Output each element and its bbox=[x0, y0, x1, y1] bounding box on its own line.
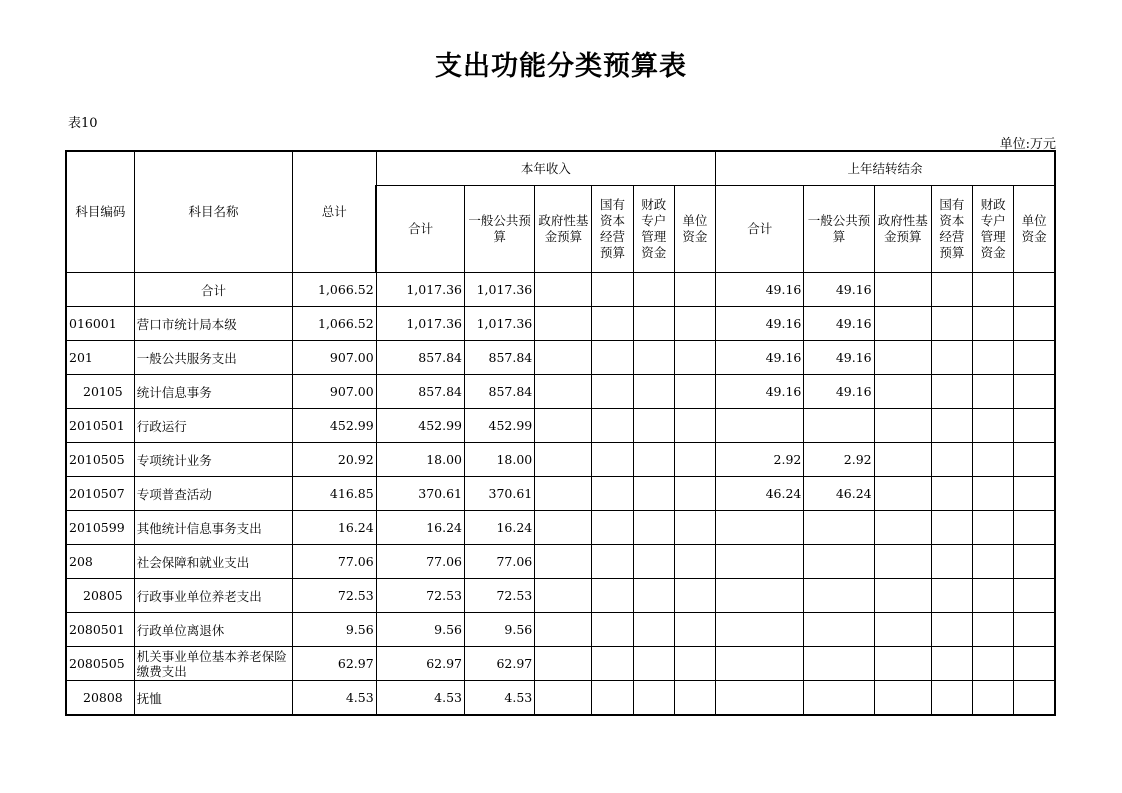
cell-total: 9.56 bbox=[293, 613, 376, 647]
cell-cy-general: 857.84 bbox=[465, 375, 535, 409]
cell-cy-general: 72.53 bbox=[465, 579, 535, 613]
cell-cy-general: 857.84 bbox=[465, 341, 535, 375]
header-cy-fund: 政府性基金预算 bbox=[535, 186, 592, 273]
cell-cy-state-capital bbox=[592, 443, 633, 477]
cell-co-special-account bbox=[973, 579, 1014, 613]
cell-co-state-capital bbox=[931, 545, 972, 579]
cell-co-fund bbox=[874, 409, 931, 443]
cell-cy-total: 9.56 bbox=[376, 613, 464, 647]
cell-name: 合计 bbox=[134, 273, 293, 307]
cell-co-general: 2.92 bbox=[804, 443, 874, 477]
cell-cy-general: 1,017.36 bbox=[465, 273, 535, 307]
cell-cy-general: 452.99 bbox=[465, 409, 535, 443]
cell-co-fund bbox=[874, 613, 931, 647]
cell-co-state-capital bbox=[931, 375, 972, 409]
cell-code: 20805 bbox=[66, 579, 134, 613]
header-cy-total: 合计 bbox=[376, 186, 464, 273]
cell-co-total bbox=[716, 545, 804, 579]
header-carryover: 上年结转结余 bbox=[716, 151, 1055, 186]
cell-cy-state-capital bbox=[592, 579, 633, 613]
cell-cy-fund bbox=[535, 511, 592, 545]
cell-cy-total: 16.24 bbox=[376, 511, 464, 545]
cell-co-fund bbox=[874, 273, 931, 307]
cell-code: 2010501 bbox=[66, 409, 134, 443]
table-row bbox=[66, 477, 1055, 511]
cell-cy-total: 18.00 bbox=[376, 443, 464, 477]
cell-code: 2010505 bbox=[66, 443, 134, 477]
cell-cy-fund bbox=[535, 477, 592, 511]
cell-co-fund bbox=[874, 375, 931, 409]
header-co-fund: 政府性基金预算 bbox=[874, 186, 931, 273]
header-cy-state-capital: 国有资本经营预算 bbox=[592, 186, 633, 273]
table-row bbox=[66, 341, 1055, 375]
cell-co-special-account bbox=[973, 511, 1014, 545]
cell-cy-fund bbox=[535, 613, 592, 647]
table-body bbox=[66, 273, 1055, 716]
table-row bbox=[66, 545, 1055, 579]
cell-co-unit-funds bbox=[1014, 341, 1055, 375]
cell-co-general bbox=[804, 545, 874, 579]
cell-co-general: 49.16 bbox=[804, 307, 874, 341]
cell-co-fund bbox=[874, 545, 931, 579]
cell-name: 其他统计信息事务支出 bbox=[134, 511, 293, 545]
table-row bbox=[66, 307, 1055, 341]
cell-co-total: 49.16 bbox=[716, 273, 804, 307]
cell-cy-unit-funds bbox=[674, 613, 715, 647]
cell-cy-special-account bbox=[633, 579, 674, 613]
table-row bbox=[66, 681, 1055, 716]
cell-cy-state-capital bbox=[592, 375, 633, 409]
cell-cy-total: 62.97 bbox=[376, 647, 464, 681]
cell-cy-unit-funds bbox=[674, 647, 715, 681]
cell-cy-unit-funds bbox=[674, 341, 715, 375]
cell-cy-fund bbox=[535, 443, 592, 477]
cell-cy-total: 1,017.36 bbox=[376, 273, 464, 307]
cell-co-general bbox=[804, 511, 874, 545]
cell-cy-state-capital bbox=[592, 511, 633, 545]
cell-total: 62.97 bbox=[293, 647, 376, 681]
unit-label: 单位:万元 bbox=[999, 137, 1056, 152]
cell-co-state-capital bbox=[931, 647, 972, 681]
cell-cy-general: 16.24 bbox=[465, 511, 535, 545]
cell-cy-state-capital bbox=[592, 681, 633, 716]
cell-co-total bbox=[716, 579, 804, 613]
cell-co-fund bbox=[874, 307, 931, 341]
cell-name: 机关事业单位基本养老保险缴费支出 bbox=[134, 647, 293, 681]
cell-co-unit-funds bbox=[1014, 443, 1055, 477]
table-row bbox=[66, 273, 1055, 307]
cell-co-total bbox=[716, 681, 804, 716]
cell-co-unit-funds bbox=[1014, 477, 1055, 511]
cell-code: 016001 bbox=[66, 307, 134, 341]
cell-cy-fund bbox=[535, 579, 592, 613]
cell-co-state-capital bbox=[931, 409, 972, 443]
cell-co-special-account bbox=[973, 273, 1014, 307]
cell-co-total: 49.16 bbox=[716, 307, 804, 341]
cell-cy-special-account bbox=[633, 341, 674, 375]
cell-cy-fund bbox=[535, 375, 592, 409]
cell-cy-general: 4.53 bbox=[465, 681, 535, 716]
cell-co-state-capital bbox=[931, 341, 972, 375]
cell-cy-fund bbox=[535, 307, 592, 341]
cell-co-state-capital bbox=[931, 613, 972, 647]
cell-cy-special-account bbox=[633, 409, 674, 443]
cell-cy-state-capital bbox=[592, 341, 633, 375]
cell-cy-fund bbox=[535, 545, 592, 579]
cell-cy-special-account bbox=[633, 443, 674, 477]
cell-co-state-capital bbox=[931, 307, 972, 341]
cell-code: 208 bbox=[66, 545, 134, 579]
cell-co-state-capital bbox=[931, 443, 972, 477]
cell-co-general bbox=[804, 681, 874, 716]
cell-cy-unit-funds bbox=[674, 375, 715, 409]
cell-cy-total: 370.61 bbox=[376, 477, 464, 511]
header-co-total: 合计 bbox=[716, 186, 804, 273]
header-co-unit-funds: 单位资金 bbox=[1014, 186, 1055, 273]
cell-cy-unit-funds bbox=[674, 443, 715, 477]
cell-total: 77.06 bbox=[293, 545, 376, 579]
cell-cy-fund bbox=[535, 273, 592, 307]
cell-code: 20808 bbox=[66, 681, 134, 716]
cell-cy-fund bbox=[535, 647, 592, 681]
cell-cy-unit-funds bbox=[674, 545, 715, 579]
cell-cy-total: 857.84 bbox=[376, 341, 464, 375]
cell-co-state-capital bbox=[931, 579, 972, 613]
cell-co-total bbox=[716, 647, 804, 681]
header-co-general: 一般公共预算 bbox=[804, 186, 874, 273]
cell-code: 2080501 bbox=[66, 613, 134, 647]
cell-co-unit-funds bbox=[1014, 545, 1055, 579]
cell-co-total: 2.92 bbox=[716, 443, 804, 477]
cell-cy-total: 857.84 bbox=[376, 375, 464, 409]
cell-co-state-capital bbox=[931, 273, 972, 307]
cell-cy-state-capital bbox=[592, 545, 633, 579]
cell-co-general bbox=[804, 647, 874, 681]
cell-cy-special-account bbox=[633, 375, 674, 409]
cell-cy-total: 4.53 bbox=[376, 681, 464, 716]
cell-co-special-account bbox=[973, 477, 1014, 511]
cell-co-fund bbox=[874, 341, 931, 375]
cell-cy-special-account bbox=[633, 273, 674, 307]
cell-co-special-account bbox=[973, 443, 1014, 477]
cell-cy-special-account bbox=[633, 477, 674, 511]
cell-code: 2010507 bbox=[66, 477, 134, 511]
cell-co-unit-funds bbox=[1014, 681, 1055, 716]
cell-cy-unit-funds bbox=[674, 511, 715, 545]
cell-co-total: 49.16 bbox=[716, 375, 804, 409]
cell-code: 201 bbox=[66, 341, 134, 375]
cell-total: 452.99 bbox=[293, 409, 376, 443]
cell-cy-general: 77.06 bbox=[465, 545, 535, 579]
cell-co-general: 49.16 bbox=[804, 375, 874, 409]
cell-co-unit-funds bbox=[1014, 647, 1055, 681]
cell-cy-special-account bbox=[633, 307, 674, 341]
cell-co-special-account bbox=[973, 341, 1014, 375]
table-row bbox=[66, 511, 1055, 545]
cell-co-unit-funds bbox=[1014, 579, 1055, 613]
cell-cy-fund bbox=[535, 681, 592, 716]
table-row bbox=[66, 375, 1055, 409]
cell-co-special-account bbox=[973, 409, 1014, 443]
header-cy-unit-funds: 单位资金 bbox=[674, 186, 715, 273]
cell-total: 20.92 bbox=[293, 443, 376, 477]
cell-cy-unit-funds bbox=[674, 477, 715, 511]
cell-cy-state-capital bbox=[592, 273, 633, 307]
cell-cy-state-capital bbox=[592, 613, 633, 647]
cell-co-state-capital bbox=[931, 477, 972, 511]
cell-co-unit-funds bbox=[1014, 409, 1055, 443]
table-row bbox=[66, 613, 1055, 647]
cell-cy-general: 62.97 bbox=[465, 647, 535, 681]
cell-cy-state-capital bbox=[592, 409, 633, 443]
cell-code: 20105 bbox=[66, 375, 134, 409]
cell-code bbox=[66, 273, 134, 307]
cell-co-unit-funds bbox=[1014, 511, 1055, 545]
budget-table bbox=[65, 150, 1056, 716]
cell-cy-general: 18.00 bbox=[465, 443, 535, 477]
cell-co-unit-funds bbox=[1014, 613, 1055, 647]
cell-cy-special-account bbox=[633, 545, 674, 579]
cell-cy-fund bbox=[535, 409, 592, 443]
cell-cy-general: 1,017.36 bbox=[465, 307, 535, 341]
header-cy-general: 一般公共预算 bbox=[465, 186, 535, 273]
cell-name: 专项普查活动 bbox=[134, 477, 293, 511]
cell-co-unit-funds bbox=[1014, 273, 1055, 307]
cell-co-total bbox=[716, 511, 804, 545]
cell-code: 2080505 bbox=[66, 647, 134, 681]
cell-total: 1,066.52 bbox=[293, 273, 376, 307]
cell-cy-special-account bbox=[633, 681, 674, 716]
cell-name: 抚恤 bbox=[134, 681, 293, 716]
cell-total: 907.00 bbox=[293, 341, 376, 375]
header-co-special-account: 财政专户管理资金 bbox=[973, 186, 1014, 273]
cell-total: 1,066.52 bbox=[293, 307, 376, 341]
cell-cy-special-account bbox=[633, 647, 674, 681]
cell-co-fund bbox=[874, 443, 931, 477]
cell-cy-state-capital bbox=[592, 307, 633, 341]
cell-cy-unit-funds bbox=[674, 307, 715, 341]
cell-cy-state-capital bbox=[592, 477, 633, 511]
cell-cy-total: 452.99 bbox=[376, 409, 464, 443]
cell-cy-general: 9.56 bbox=[465, 613, 535, 647]
cell-name: 行政事业单位养老支出 bbox=[134, 579, 293, 613]
cell-co-special-account bbox=[973, 681, 1014, 716]
cell-co-special-account bbox=[973, 647, 1014, 681]
cell-co-state-capital bbox=[931, 681, 972, 716]
cell-cy-total: 77.06 bbox=[376, 545, 464, 579]
cell-cy-fund bbox=[535, 341, 592, 375]
cell-co-fund bbox=[874, 579, 931, 613]
cell-co-special-account bbox=[973, 307, 1014, 341]
cell-co-special-account bbox=[973, 613, 1014, 647]
table-row bbox=[66, 647, 1055, 681]
header-code: 科目编码 bbox=[66, 151, 134, 273]
cell-name: 营口市统计局本级 bbox=[134, 307, 293, 341]
cell-co-total: 46.24 bbox=[716, 477, 804, 511]
table-row bbox=[66, 409, 1055, 443]
cell-co-fund bbox=[874, 511, 931, 545]
cell-co-general bbox=[804, 579, 874, 613]
cell-total: 907.00 bbox=[293, 375, 376, 409]
cell-total: 4.53 bbox=[293, 681, 376, 716]
cell-co-total bbox=[716, 409, 804, 443]
cell-name: 一般公共服务支出 bbox=[134, 341, 293, 375]
cell-cy-general: 370.61 bbox=[465, 477, 535, 511]
header-total: 总计 bbox=[293, 151, 376, 273]
cell-total: 72.53 bbox=[293, 579, 376, 613]
table-number: 表10 bbox=[68, 116, 98, 131]
cell-cy-unit-funds bbox=[674, 579, 715, 613]
cell-co-general: 49.16 bbox=[804, 273, 874, 307]
cell-co-general: 49.16 bbox=[804, 341, 874, 375]
cell-co-general bbox=[804, 409, 874, 443]
cell-co-total bbox=[716, 613, 804, 647]
cell-co-unit-funds bbox=[1014, 307, 1055, 341]
header-current-year: 本年收入 bbox=[376, 151, 715, 186]
cell-cy-total: 72.53 bbox=[376, 579, 464, 613]
cell-co-unit-funds bbox=[1014, 375, 1055, 409]
cell-total: 416.85 bbox=[293, 477, 376, 511]
cell-cy-special-account bbox=[633, 613, 674, 647]
cell-name: 行政运行 bbox=[134, 409, 293, 443]
cell-cy-unit-funds bbox=[674, 409, 715, 443]
cell-name: 行政单位离退休 bbox=[134, 613, 293, 647]
cell-co-general: 46.24 bbox=[804, 477, 874, 511]
cell-cy-unit-funds bbox=[674, 681, 715, 716]
table-row bbox=[66, 443, 1055, 477]
cell-cy-special-account bbox=[633, 511, 674, 545]
header-name: 科目名称 bbox=[134, 151, 293, 273]
cell-co-total: 49.16 bbox=[716, 341, 804, 375]
cell-co-special-account bbox=[973, 375, 1014, 409]
cell-code: 2010599 bbox=[66, 511, 134, 545]
cell-cy-unit-funds bbox=[674, 273, 715, 307]
cell-cy-state-capital bbox=[592, 647, 633, 681]
cell-co-state-capital bbox=[931, 511, 972, 545]
cell-co-special-account bbox=[973, 545, 1014, 579]
table-row bbox=[66, 579, 1055, 613]
page-title: 支出功能分类预算表 bbox=[435, 51, 687, 82]
header-co-state-capital: 国有资本经营预算 bbox=[931, 186, 972, 273]
cell-co-fund bbox=[874, 681, 931, 716]
cell-co-general bbox=[804, 613, 874, 647]
cell-co-fund bbox=[874, 477, 931, 511]
header-cy-special-account: 财政专户管理资金 bbox=[633, 186, 674, 273]
cell-name: 统计信息事务 bbox=[134, 375, 293, 409]
cell-name: 专项统计业务 bbox=[134, 443, 293, 477]
cell-cy-total: 1,017.36 bbox=[376, 307, 464, 341]
cell-co-fund bbox=[874, 647, 931, 681]
cell-name: 社会保障和就业支出 bbox=[134, 545, 293, 579]
cell-total: 16.24 bbox=[293, 511, 376, 545]
